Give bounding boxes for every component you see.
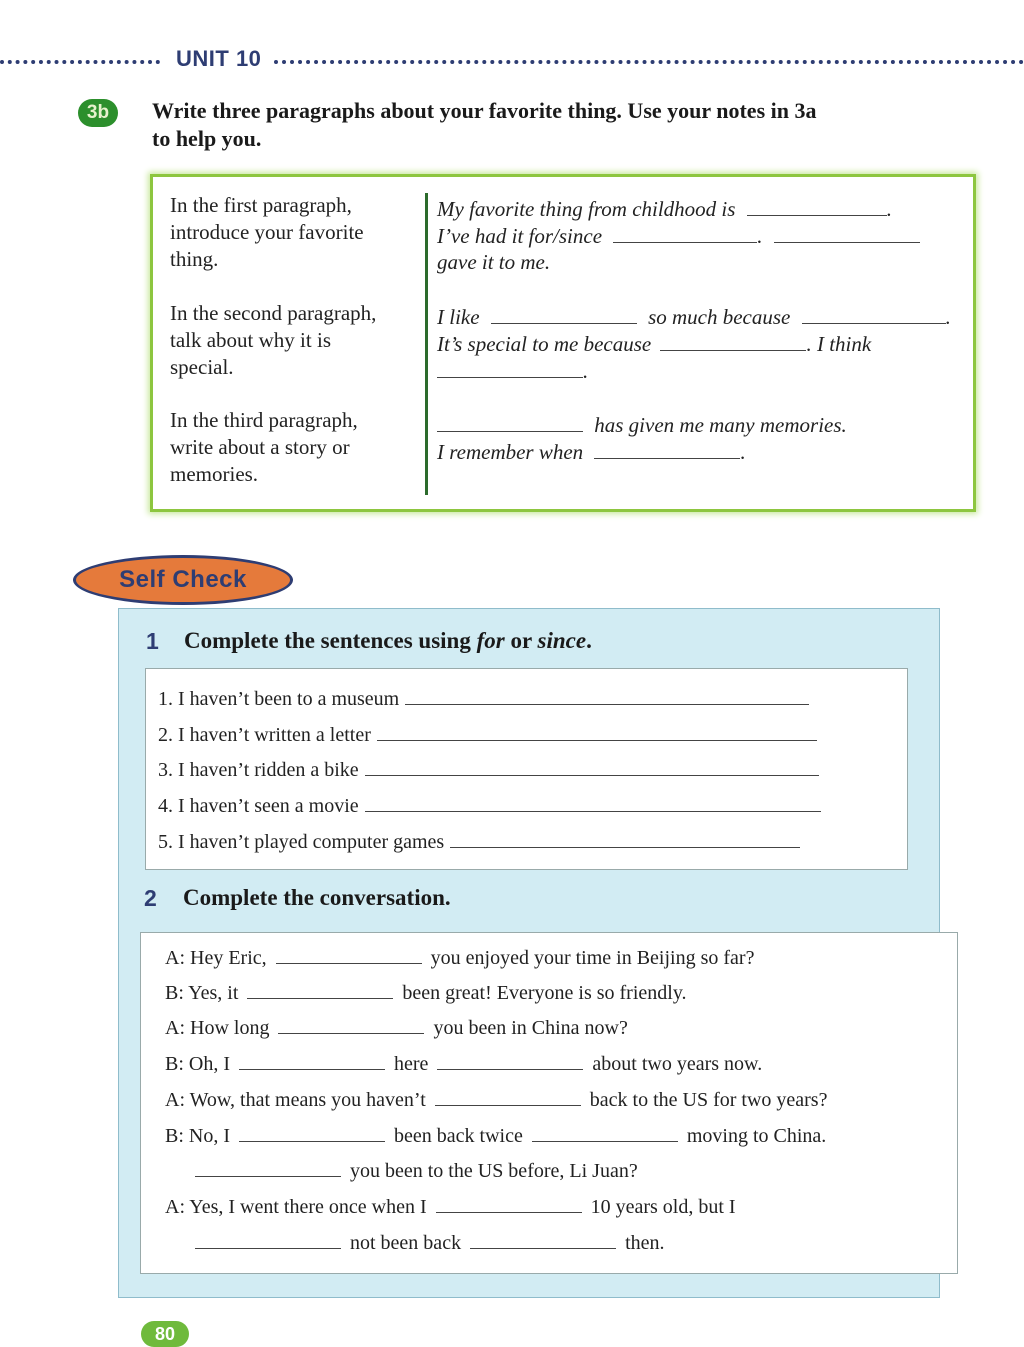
- line-text: A: Wow, that means you haven’t: [165, 1089, 426, 1111]
- writing-guide-box: [150, 174, 976, 512]
- unit-title: UNIT 10: [176, 46, 262, 71]
- line-text: B: Yes, it: [165, 982, 239, 1004]
- header-dots-left: [0, 60, 160, 64]
- question-2-number: 2: [144, 885, 157, 911]
- line-text: A: How long: [165, 1017, 270, 1039]
- answer-blank[interactable]: [437, 357, 583, 378]
- conversation-line: [165, 1049, 762, 1076]
- line-text: A: Yes, I went there once when I: [165, 1196, 427, 1218]
- guide-text: .: [757, 224, 763, 248]
- line-text: then.: [625, 1232, 665, 1254]
- line-text: B: Oh, I: [165, 1053, 230, 1075]
- title-text: Complete the sentences using: [184, 628, 477, 653]
- sentence-item: [158, 827, 800, 854]
- answer-blank[interactable]: [278, 1013, 424, 1034]
- answer-blank[interactable]: [774, 222, 920, 243]
- guide-text: special.: [170, 355, 234, 379]
- answer-blank[interactable]: [239, 1121, 385, 1142]
- line-text: moving to China.: [686, 1125, 827, 1147]
- title-word-since: since: [537, 628, 587, 653]
- guide-text: My favorite thing from childhood is: [437, 197, 736, 221]
- guide-text: I like: [437, 305, 480, 329]
- line-text: you been in China now?: [433, 1017, 628, 1039]
- question-1-number: 1: [146, 628, 159, 654]
- answer-blank[interactable]: [405, 684, 809, 705]
- answer-blank[interactable]: [195, 1228, 341, 1249]
- conversation-line: [165, 1013, 628, 1040]
- guide-text: introduce your favorite: [170, 220, 364, 244]
- answer-blank[interactable]: [437, 1049, 583, 1070]
- answer-blank[interactable]: [195, 1156, 341, 1177]
- guide-right-line: [437, 330, 871, 358]
- answer-blank[interactable]: [365, 755, 819, 776]
- line-text: here: [394, 1053, 429, 1075]
- guide-text: write about a story or: [170, 435, 350, 459]
- answer-blank[interactable]: [276, 943, 422, 964]
- answer-blank[interactable]: [435, 1085, 581, 1106]
- answer-blank[interactable]: [470, 1228, 616, 1249]
- answer-blank[interactable]: [437, 411, 583, 432]
- conversation-line: [195, 1228, 665, 1255]
- line-text: not been back: [350, 1232, 462, 1254]
- sentence-item: [158, 684, 809, 711]
- sentence-text: 2. I haven’t written a letter: [158, 724, 371, 746]
- guide-text: memories.: [170, 462, 259, 486]
- answer-blank[interactable]: [377, 720, 817, 741]
- answer-blank[interactable]: [239, 1049, 385, 1070]
- guide-text: .: [740, 440, 746, 464]
- page-number: 80: [141, 1321, 189, 1347]
- sentence-item: [158, 755, 819, 782]
- guide-right-line: [437, 249, 550, 276]
- guide-text: In the second paragraph,: [170, 301, 377, 325]
- line-text: B: No, I: [165, 1125, 230, 1147]
- guide-text: . I think: [806, 332, 872, 356]
- line-text: back to the US for two years?: [589, 1089, 828, 1111]
- title-text: .: [586, 628, 592, 653]
- guide-text: In the third paragraph,: [170, 408, 358, 432]
- guide-text: has given me many memories.: [594, 413, 847, 437]
- line-text: you been to the US before, Li Juan?: [350, 1160, 638, 1182]
- guide-text: In the first paragraph,: [170, 193, 352, 217]
- guide-right-line: [437, 357, 588, 385]
- conversation-line: [165, 1085, 827, 1112]
- answer-blank[interactable]: [532, 1121, 678, 1142]
- guide-left-paragraph-1: [170, 192, 420, 273]
- sentence-item: [158, 791, 821, 818]
- column-divider: [425, 193, 428, 495]
- guide-right-line: [437, 195, 892, 223]
- conversation-line: [165, 1121, 826, 1148]
- answer-blank[interactable]: [491, 303, 637, 324]
- sentence-item: [158, 720, 817, 747]
- line-text: you enjoyed your time in Beijing so far?: [430, 947, 755, 969]
- answer-blank[interactable]: [747, 195, 887, 216]
- line-text: been back twice: [394, 1125, 523, 1147]
- line-text: 10 years old, but I: [590, 1196, 736, 1218]
- answer-blank[interactable]: [365, 791, 821, 812]
- answer-blank[interactable]: [436, 1192, 582, 1213]
- title-word-for: for: [476, 628, 505, 653]
- answer-blank[interactable]: [613, 222, 757, 243]
- question-1-title: [184, 628, 592, 654]
- self-check-label: Self Check: [73, 555, 293, 605]
- conversation-line: [165, 943, 754, 970]
- exercise-badge-3b: 3b: [78, 99, 118, 127]
- answer-blank[interactable]: [660, 330, 806, 351]
- guide-left-paragraph-3: [170, 407, 420, 488]
- guide-text: .: [583, 359, 589, 383]
- guide-text: It’s special to me because: [437, 332, 652, 356]
- guide-right-line: [437, 438, 746, 466]
- conversation-line: [165, 1192, 736, 1219]
- guide-right-line: [437, 222, 920, 250]
- guide-text: gave it to me.: [437, 250, 551, 274]
- answer-blank[interactable]: [247, 978, 393, 999]
- answer-blank[interactable]: [450, 827, 800, 848]
- question-2-title: Complete the conversation.: [183, 885, 451, 910]
- instruction-line: Write three paragraphs about your favorite thing. Use your notes in 3a: [152, 98, 817, 123]
- guide-right-line: [437, 303, 951, 331]
- guide-text: I’ve had it for/since: [437, 224, 603, 248]
- sentence-text: 5. I haven’t played computer games: [158, 831, 445, 853]
- answer-blank[interactable]: [802, 303, 946, 324]
- instruction-line: to help you.: [152, 126, 262, 151]
- guide-text: thing.: [170, 247, 219, 271]
- title-text: or: [504, 628, 538, 653]
- guide-left-paragraph-2: [170, 300, 420, 381]
- line-text: been great! Everyone is so friendly.: [402, 982, 687, 1004]
- exercise-3b-instruction: [152, 97, 982, 153]
- sentence-text: 1. I haven’t been to a museum: [158, 688, 400, 710]
- sentence-text: 3. I haven’t ridden a bike: [158, 759, 359, 781]
- guide-right-line: [437, 411, 847, 439]
- guide-text: talk about why it is: [170, 328, 331, 352]
- guide-text: I remember when: [437, 440, 584, 464]
- conversation-line: [195, 1156, 638, 1183]
- answer-blank[interactable]: [594, 438, 740, 459]
- guide-text: so much because: [648, 305, 791, 329]
- header-dots-right: [274, 60, 1024, 64]
- line-text: A: Hey Eric,: [165, 947, 267, 969]
- line-text: about two years now.: [592, 1053, 763, 1075]
- conversation-line: [165, 978, 687, 1005]
- sentence-text: 4. I haven’t seen a movie: [158, 795, 359, 817]
- guide-text: .: [886, 197, 892, 221]
- guide-text: .: [945, 305, 951, 329]
